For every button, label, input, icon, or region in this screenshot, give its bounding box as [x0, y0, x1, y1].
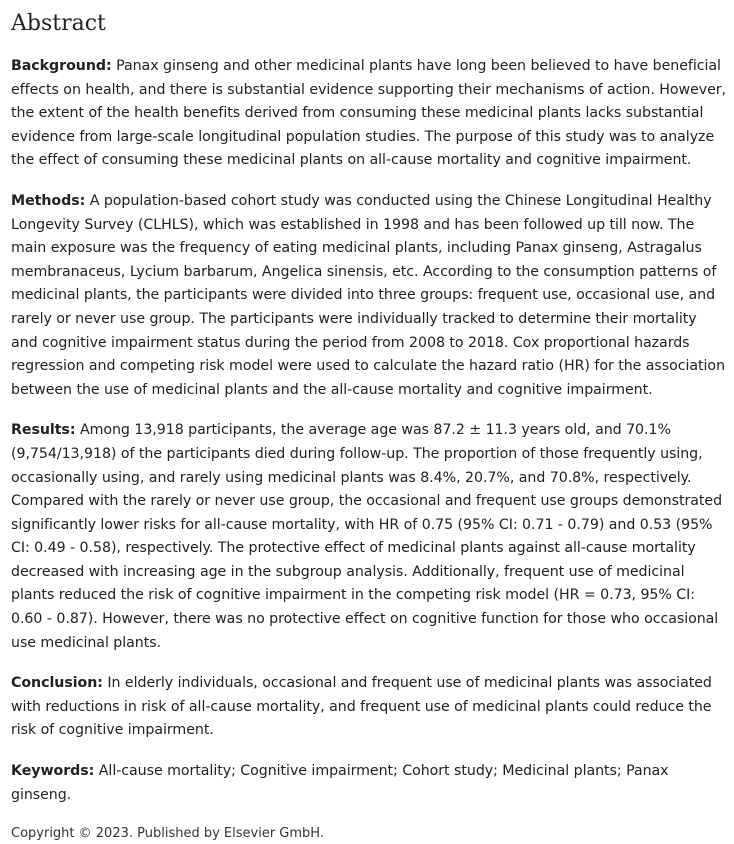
abstract-container: [11, 9, 727, 844]
conclusion-section: [11, 672, 727, 743]
methods-section: [11, 190, 727, 402]
section-text: In elderly individuals, occasional and frequent use of medicinal plants was associated with reductions in risk of all-cause mortality, and frequent use of medicinal plants could reduce the risk of cognitive impairment.: [11, 675, 712, 739]
section-text: All-cause mortality; Cognitive impairment; Cohort study; Medicinal plants; Panax ginseng.: [11, 763, 669, 803]
background-section: [11, 55, 727, 173]
section-text: Panax ginseng and other medicinal plants have long been believed to have beneficial effects on health, and there is substantial evidence supporting their mechanisms of action. However, the extent of the health benefits derived from consuming these medicinal plants lacks substantial evidence from large-scale longitudinal population studies. The purpose of this study was to analyze the effect of consuming these medicinal plants on all-cause mortality and cognitive impairment.: [11, 58, 727, 169]
section-label: Conclusion:: [11, 675, 103, 692]
results-section: [11, 419, 727, 655]
keywords-section: [11, 760, 727, 807]
section-text: A population-based cohort study was conducted using the Chinese Longitudinal Healthy Longevity Survey (CLHLS), which was established in 1998 and has been followed up till now. The main exposure was the frequency of eating medicinal plants, including Panax ginseng, Astragalus membranaceus, Lycium barbarum, Angelica sinensis, etc. According to the consumption patterns of medicinal plants, the participants were divided into three groups: frequent use, occasional use, and rarely or never use group. The participants were individually tracked to determine their mortality and cognitive impairment status during the period from 2008 to 2018. Cox proportional hazards regression and competing risk model were used to calculate the hazard ratio (HR) for the association between the use of medicinal plants and the all-cause mortality and cognitive impairment.: [11, 192, 726, 398]
copyright-notice: Copyright © 2023. Published by Elsevier GmbH.: [11, 826, 324, 842]
section-label: Results:: [11, 422, 76, 439]
section-label: Methods:: [11, 192, 86, 209]
section-label: Background:: [11, 58, 112, 74]
section-label: Keywords:: [11, 763, 95, 780]
abstract-heading: Abstract: [11, 11, 106, 36]
section-text: Among 13,918 participants, the average age was 87.2 ± 11.3 years old, and 70.1% (9,754/13,918) of the participants died during follow-up. The proportion of those frequently using, occasionally using, and rarely using medicinal plants was 8.4%, 20.7%, and 70.8%, respectively. Compared with the rarely or never use group, the occasional and frequent use groups demonstrated significantly lower risks for all-cause mortality, with HR of 0.75 (95% CI: 0.71 - 0.79) and 0.53 (95% CI: 0.49 - 0.58), respectively. The protective effect of medicinal plants against all-cause mortality decreased with increasing age in the subgroup analysis. Additionally, frequent use of medicinal plants reduced the risk of cognitive impairment in the competing risk model (HR = 0.73, 95% CI: 0.60 - 0.87). However, there was no protective effect on cognitive function for those who occasional use medicinal plants.: [11, 422, 723, 651]
